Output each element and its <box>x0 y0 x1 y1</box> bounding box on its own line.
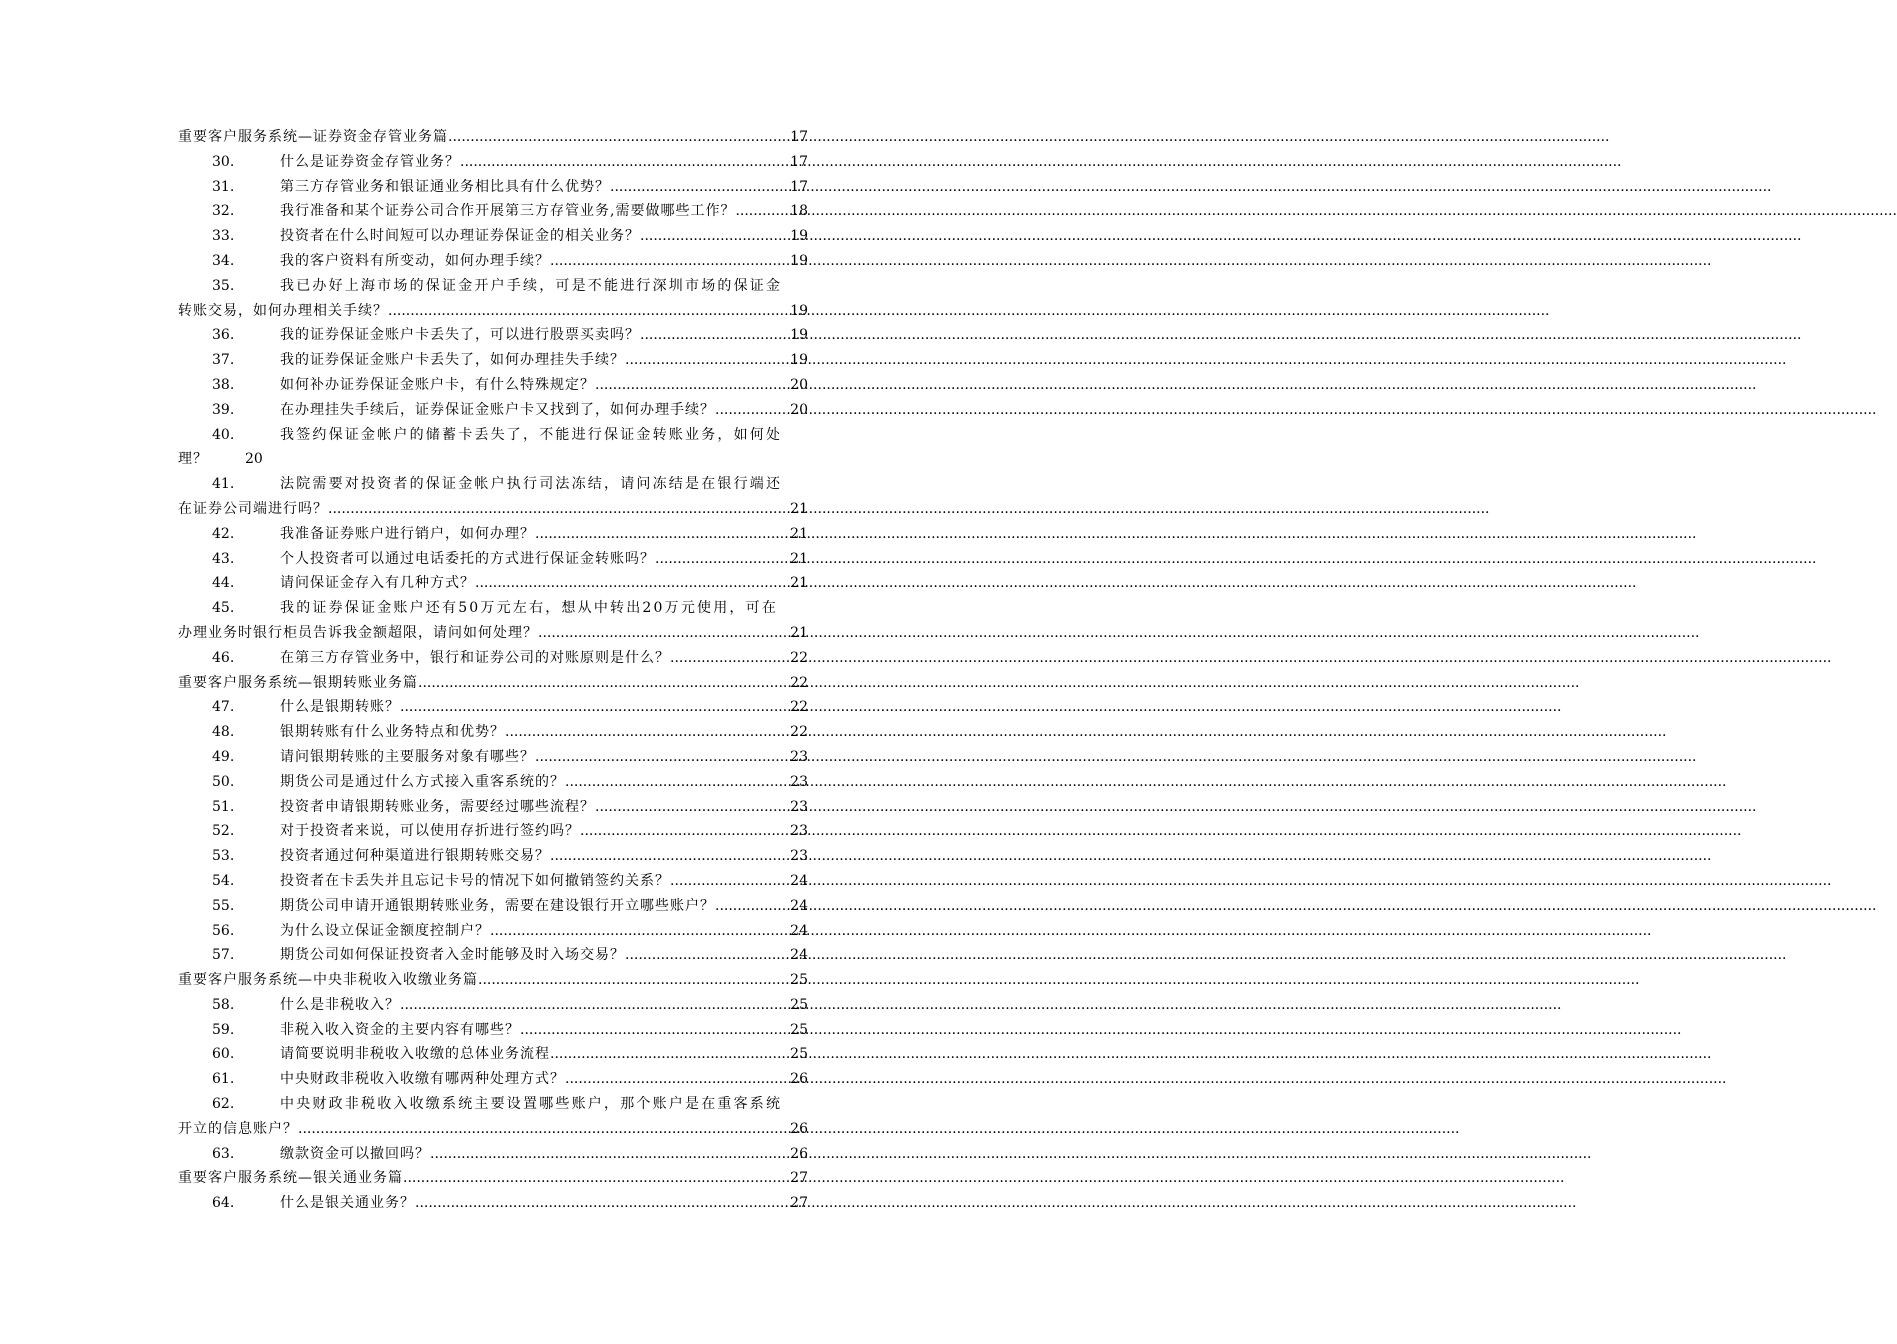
toc-entry-title-continued: 开立的信息账户？ <box>178 1120 298 1137</box>
dot-leader <box>538 621 789 646</box>
dot-leader <box>520 1018 789 1043</box>
toc-entry[interactable] <box>178 770 808 795</box>
dot-leader <box>565 770 789 795</box>
toc-page-number: 25 <box>790 1046 808 1063</box>
toc-entry-title: 重要客户服务系统—银期转账业务篇 <box>178 674 418 691</box>
toc-entry-title: 投资者申请银期转账业务，需要经过哪些流程？ <box>280 798 595 815</box>
toc-entry-number: 54. <box>212 872 235 889</box>
dot-leader <box>388 299 789 324</box>
toc-page-number: 24 <box>790 872 808 889</box>
dot-leader <box>625 943 789 968</box>
toc-entry-line <box>212 596 808 621</box>
dot-leader <box>640 224 789 249</box>
toc-entry[interactable] <box>178 249 808 274</box>
toc-entry-line <box>178 299 808 324</box>
toc-entry-title: 重要客户服务系统—银关通业务篇 <box>178 1170 403 1187</box>
toc-entry[interactable] <box>178 894 808 919</box>
toc-page-number: 18 <box>790 203 808 220</box>
toc-entry-number: 41. <box>212 476 235 493</box>
toc-entry[interactable] <box>178 1191 808 1216</box>
toc-entry-title: 请问银期转账的主要服务对象有哪些？ <box>280 748 535 765</box>
toc-entry-number: 33. <box>212 228 235 245</box>
toc-page-number: 23 <box>790 748 808 765</box>
toc-entry[interactable] <box>178 646 808 671</box>
toc-entry-title: 非税入收入资金的主要内容有哪些？ <box>280 1021 520 1038</box>
toc-entry[interactable] <box>178 373 808 398</box>
toc-entry-title: 什么是银关通业务？ <box>280 1195 415 1212</box>
toc-entry-title: 什么是证券资金存管业务？ <box>280 153 460 170</box>
dot-leader <box>535 522 789 547</box>
dot-leader <box>400 695 789 720</box>
toc-entry[interactable] <box>178 1142 808 1167</box>
toc-entry-title: 个人投资者可以通过电话委托的方式进行保证金转账吗？ <box>280 550 655 567</box>
toc-page-number: 19 <box>790 252 808 269</box>
toc-entry-number: 36. <box>212 327 235 344</box>
dot-leader <box>735 199 789 224</box>
toc-entry-title: 我行准备和某个证券公司合作开展第三方存管业务,需要做哪些工作？ <box>280 203 736 220</box>
toc-page-number: 22 <box>790 649 808 666</box>
toc-entry[interactable] <box>178 423 808 473</box>
toc-entry[interactable] <box>178 199 808 224</box>
toc-entry[interactable] <box>178 323 808 348</box>
toc-entry-title: 重要客户服务系统—证券资金存管业务篇 <box>178 129 448 145</box>
dot-leader <box>400 993 789 1018</box>
toc-page-number: 23 <box>790 823 808 840</box>
toc-section-heading[interactable] <box>178 125 808 150</box>
toc-entry-title: 缴款资金可以撤回吗？ <box>280 1145 430 1162</box>
toc-page-number: 24 <box>790 947 808 964</box>
toc-page-number: 19 <box>790 228 808 245</box>
dot-leader <box>625 348 789 373</box>
toc-entry-title: 为什么设立保证金额度控制户？ <box>280 922 490 939</box>
toc-page-number: 26 <box>790 1071 808 1088</box>
toc-entry-number: 57. <box>212 947 235 964</box>
toc-page-number: 19 <box>790 352 808 369</box>
dot-leader <box>535 745 789 770</box>
toc-entry-title: 请简要说明非税收入收缴的总体业务流程 <box>280 1046 550 1063</box>
toc-entry-number: 56. <box>212 922 235 939</box>
toc-entry-title-continued: 办理业务时银行柜员告诉我金额超限，请问如何处理？ <box>178 624 538 641</box>
toc-entry-number: 50. <box>212 773 235 790</box>
toc-page-number: 27 <box>790 1170 808 1187</box>
dot-leader <box>610 175 789 200</box>
toc-entry[interactable] <box>178 695 808 720</box>
toc-entry-title-continued: 在证券公司端进行吗？ <box>178 500 328 517</box>
toc-entry[interactable] <box>178 150 808 175</box>
toc-entry-number: 59. <box>212 1021 235 1038</box>
dot-leader <box>580 819 789 844</box>
dot-leader <box>448 125 789 150</box>
toc-entry-title: 我的证券保证金账户还有50万元左右，想从中转出20万元使用，可在 <box>280 600 779 617</box>
toc-entry-number: 64. <box>212 1195 235 1212</box>
toc-entry-title: 在办理挂失手续后，证券保证金账户卡又找到了，如何办理手续？ <box>280 401 715 418</box>
toc-page-number: 21 <box>790 500 808 517</box>
toc-entry-number: 30. <box>212 153 235 170</box>
dot-leader <box>595 373 789 398</box>
toc-page-number: 26 <box>790 1145 808 1162</box>
dot-leader <box>403 1166 789 1191</box>
toc-entry-number: 48. <box>212 724 235 741</box>
toc-page-number: 21 <box>790 525 808 542</box>
toc-entry-number: 45. <box>212 600 235 617</box>
toc-entry-title: 期货公司如何保证投资者入金时能够及时入场交易？ <box>280 947 625 964</box>
toc-entry-title: 中央财政非税收入收缴系统主要设置哪些账户，那个账户是在重客系统 <box>280 1096 783 1113</box>
dot-leader <box>595 795 789 820</box>
toc-entry-number: 46. <box>212 649 235 666</box>
toc-page-number: 17 <box>790 129 808 145</box>
toc-page-number: 26 <box>790 1120 808 1137</box>
toc-entry-line <box>178 1117 808 1142</box>
toc-entry-line <box>178 621 808 646</box>
dot-leader <box>670 869 789 894</box>
toc-entry-title: 如何补办证券保证金账户卡，有什么特殊规定？ <box>280 376 595 393</box>
toc-entry-title: 在第三方存管业务中，银行和证券公司的对账原则是什么？ <box>280 649 670 666</box>
toc-entry-line <box>178 447 808 472</box>
toc-entry[interactable] <box>178 844 808 869</box>
dot-leader <box>478 968 789 993</box>
dot-leader <box>328 497 789 522</box>
toc-entry-title: 中央财政非税收入收缴有哪两种处理方式？ <box>280 1071 565 1088</box>
toc-entry-number: 52. <box>212 823 235 840</box>
toc-entry-number: 35. <box>212 277 235 294</box>
toc-entry-number: 58. <box>212 996 235 1013</box>
toc-entry-title: 我的证券保证金账户卡丢失了，可以进行股票买卖吗？ <box>280 327 640 344</box>
toc-entry-line <box>212 1092 808 1117</box>
toc-entry[interactable] <box>178 1067 808 1092</box>
dot-leader <box>550 844 789 869</box>
toc-entry[interactable] <box>178 398 808 423</box>
toc-entry-number: 40. <box>212 426 235 443</box>
toc-entry-number: 60. <box>212 1046 235 1063</box>
toc-page-number: 17 <box>790 153 808 170</box>
toc-entry-number: 44. <box>212 575 235 592</box>
toc-entry[interactable] <box>178 522 808 547</box>
dot-leader <box>640 323 789 348</box>
toc-page-number: 22 <box>790 699 808 716</box>
toc-page-number: 23 <box>790 848 808 865</box>
toc-page-number: 19 <box>790 327 808 344</box>
toc-entry[interactable] <box>178 1042 808 1067</box>
toc-entry-title: 投资者在卡丢失并且忘记卡号的情况下如何撤销签约关系？ <box>280 872 670 889</box>
dot-leader <box>565 1067 789 1092</box>
toc-entry-number: 32. <box>212 203 235 220</box>
toc-entry-title: 投资者在什么时间短可以办理证券保证金的相关业务？ <box>280 228 640 245</box>
toc-entry[interactable] <box>178 720 808 745</box>
toc-entry[interactable] <box>178 1092 808 1142</box>
dot-leader <box>475 571 789 596</box>
toc-page-number: 23 <box>790 773 808 790</box>
toc-entry[interactable] <box>178 547 808 572</box>
toc-page-number: 20 <box>790 376 808 393</box>
toc-page-number: 24 <box>790 897 808 914</box>
dot-leader <box>655 547 789 572</box>
toc-section-heading[interactable] <box>178 1166 808 1191</box>
toc-entry[interactable] <box>178 919 808 944</box>
toc-entry[interactable] <box>178 993 808 1018</box>
dot-leader <box>298 1117 789 1142</box>
toc-entry-title: 我的证券保证金账户卡丢失了，如何办理挂失手续？ <box>280 352 625 369</box>
toc-entry-title: 重要客户服务系统—中央非税收入收缴业务篇 <box>178 972 478 989</box>
toc-entry-title: 请问保证金存入有几种方式？ <box>280 575 475 592</box>
toc-entry-title: 我已办好上海市场的保证金开户手续，可是不能进行深圳市场的保证金 <box>280 277 783 294</box>
toc-entry-title: 第三方存管业务和银证通业务相比具有什么优势？ <box>280 178 610 195</box>
toc-entry-number: 31. <box>212 178 235 195</box>
toc-entry-number: 53. <box>212 848 235 865</box>
toc-entry-number: 38. <box>212 376 235 393</box>
toc-page-number: 17 <box>790 178 808 195</box>
toc-entry[interactable] <box>178 745 808 770</box>
toc-entry-number: 61. <box>212 1071 235 1088</box>
toc-entry-title: 银期转账有什么业务特点和优势？ <box>280 724 505 741</box>
toc-page-number: 20 <box>790 401 808 418</box>
toc-entry-title: 什么是非税收入？ <box>280 996 400 1013</box>
toc-entry-title: 法院需要对投资者的保证金帐户执行司法冻结，请问冻结是在银行端还 <box>280 476 783 493</box>
dot-leader <box>460 150 789 175</box>
toc-entry-title: 我的客户资料有所变动，如何办理手续？ <box>280 252 550 269</box>
toc-entry-line <box>212 472 808 497</box>
toc-page-number: 22 <box>790 724 808 741</box>
toc-entry-number: 37. <box>212 352 235 369</box>
dot-leader <box>418 671 789 696</box>
dot-leader <box>415 1191 789 1216</box>
toc-entry-title-continued: 转账交易，如何办理相关手续？ <box>178 302 388 319</box>
toc-entry-number: 43. <box>212 550 235 567</box>
toc-entry-line <box>212 274 808 299</box>
toc-entry-number: 63. <box>212 1145 235 1162</box>
toc-entry-number: 34. <box>212 252 235 269</box>
toc-entry[interactable] <box>178 472 808 522</box>
toc-entry[interactable] <box>178 348 808 373</box>
toc-entry-number: 49. <box>212 748 235 765</box>
toc-page-number: 27 <box>790 1195 808 1212</box>
toc-entry-number: 51. <box>212 798 235 815</box>
toc-entry-title: 什么是银期转账？ <box>280 699 400 716</box>
toc-entry[interactable] <box>178 943 808 968</box>
toc-page-number: 24 <box>790 922 808 939</box>
toc-page-number: 19 <box>790 302 808 319</box>
toc-entry[interactable] <box>178 175 808 200</box>
toc-page-number: 21 <box>790 550 808 567</box>
dot-leader <box>715 894 789 919</box>
toc-entry-number: 47. <box>212 699 235 716</box>
toc-entry[interactable] <box>178 224 808 249</box>
dot-leader <box>550 1042 789 1067</box>
toc-page-number: 21 <box>790 575 808 592</box>
table-of-contents <box>178 125 808 1216</box>
toc-entry[interactable] <box>178 274 808 324</box>
toc-entry-title: 期货公司是通过什么方式接入重客系统的？ <box>280 773 565 790</box>
toc-entry-line <box>178 497 808 522</box>
toc-entry-number: 42. <box>212 525 235 542</box>
toc-entry-title: 我签约保证金帐户的储蓄卡丢失了，不能进行保证金转账业务，如何处 <box>280 426 783 443</box>
toc-page-number: 25 <box>790 972 808 989</box>
toc-entry-line <box>212 423 808 448</box>
toc-section-heading[interactable] <box>178 671 808 696</box>
toc-entry[interactable] <box>178 1018 808 1043</box>
dot-leader <box>715 398 789 423</box>
dot-leader <box>550 249 789 274</box>
toc-entry[interactable] <box>178 869 808 894</box>
toc-entry-title: 对于投资者来说，可以使用存折进行签约吗？ <box>280 823 580 840</box>
toc-page-number: 25 <box>790 996 808 1013</box>
dot-leader <box>490 919 789 944</box>
toc-section-heading[interactable] <box>178 968 808 993</box>
toc-entry[interactable] <box>178 596 808 646</box>
toc-page-number: 25 <box>790 1021 808 1038</box>
dot-leader <box>505 720 789 745</box>
toc-entry[interactable] <box>178 795 808 820</box>
toc-entry-number: 62. <box>212 1096 235 1113</box>
toc-entry-number: 39. <box>212 401 235 418</box>
toc-page-number: 22 <box>790 674 808 691</box>
toc-page-number: 23 <box>790 798 808 815</box>
toc-entry-title: 我准备证券账户进行销户，如何办理？ <box>280 525 535 542</box>
dot-leader <box>430 1142 789 1167</box>
toc-entry-title-continued: 理？ <box>178 451 208 468</box>
toc-page-number: 21 <box>790 624 808 641</box>
toc-page-number: 20 <box>245 451 263 468</box>
toc-entry[interactable] <box>178 819 808 844</box>
toc-entry-title: 投资者通过何种渠道进行银期转账交易？ <box>280 848 550 865</box>
toc-entry-title: 期货公司申请开通银期转账业务，需要在建设银行开立哪些账户？ <box>280 897 715 914</box>
dot-leader <box>670 646 789 671</box>
toc-entry[interactable] <box>178 571 808 596</box>
toc-entry-number: 55. <box>212 897 235 914</box>
